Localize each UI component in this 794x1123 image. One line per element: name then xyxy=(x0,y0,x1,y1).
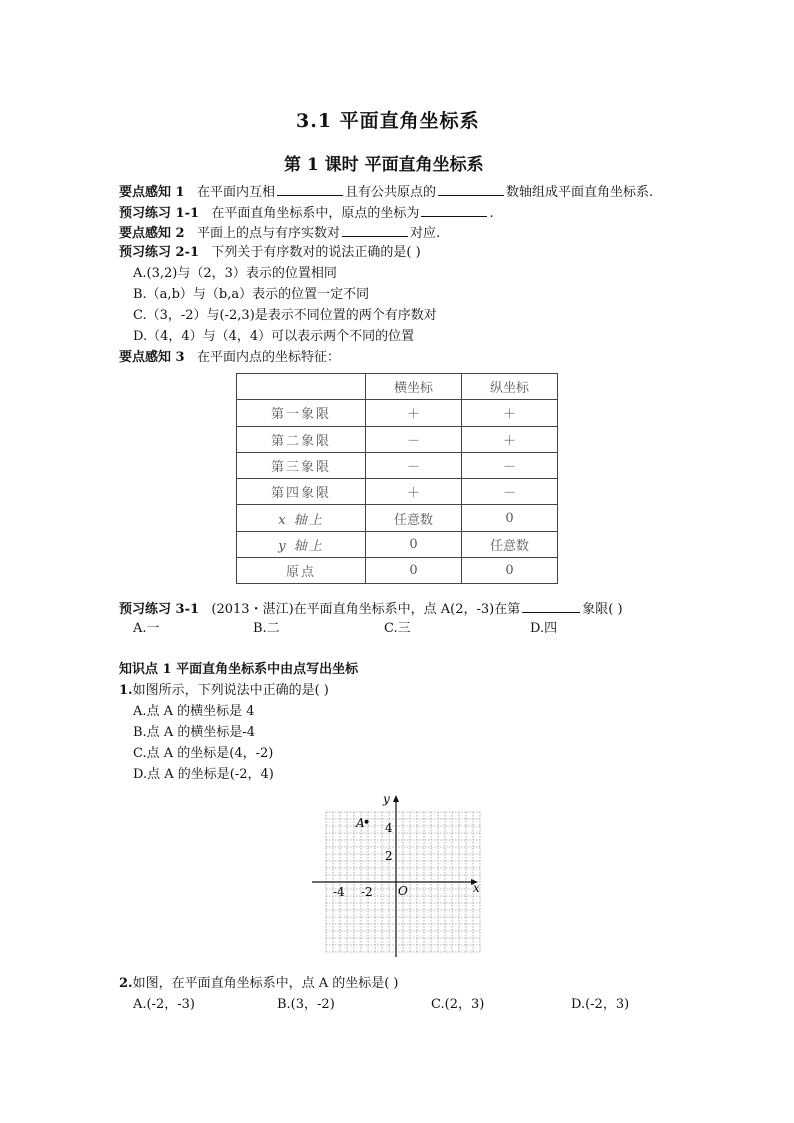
key-point-3-text: 在平面内点的坐标特征： xyxy=(196,350,340,365)
key-point-2 xyxy=(119,222,440,244)
table-cell: ＋ xyxy=(462,400,558,426)
table-cell: － xyxy=(366,426,462,452)
key-point-1-text-b: 且有公共原点的 xyxy=(345,185,437,200)
table-cell: ＋ xyxy=(366,479,462,505)
table-cell: y 轴上 xyxy=(237,531,366,557)
quadrant-sign-table xyxy=(236,373,558,584)
y-axis-arrow-icon xyxy=(393,795,399,802)
option-a[interactable]: A.点 A 的横坐标是 4 xyxy=(133,704,255,719)
coordinate-plane-svg xyxy=(312,792,484,957)
table-cell: 第三象限 xyxy=(237,452,366,478)
option-d[interactable]: D.点 A 的坐标是(-2，4) xyxy=(133,767,274,782)
question-1 xyxy=(119,681,329,701)
preview-exercise-2-1 xyxy=(119,243,421,263)
knowledge-point-1-heading: 知识点 1 平面直角坐标系中由点写出坐标 xyxy=(119,662,359,677)
y-tick-4-label: 4 xyxy=(385,821,393,835)
table-row xyxy=(237,558,558,584)
question-2 xyxy=(119,974,399,994)
table-row xyxy=(237,531,558,557)
option-d[interactable]: D.四 xyxy=(530,621,558,636)
key-point-1 xyxy=(119,181,653,203)
option-b[interactable]: B.二 xyxy=(253,621,280,636)
option-a[interactable]: A.(3,2)与（2，3）表示的位置相同 xyxy=(133,266,337,281)
table-row xyxy=(237,400,558,426)
table-row xyxy=(237,426,558,452)
preview-exercise-label: 预习练习 3-1 xyxy=(119,602,200,617)
table-cell: － xyxy=(462,452,558,478)
question-number: 1. xyxy=(119,683,133,698)
table-header-cell xyxy=(237,374,366,400)
preview-exercise-1-1 xyxy=(119,202,494,224)
table-cell: 第四象限 xyxy=(237,479,366,505)
coordinate-grid-figure xyxy=(312,792,484,957)
y-tick-2-label: 2 xyxy=(385,849,393,863)
option-c[interactable]: C.(2，3) xyxy=(431,997,485,1012)
table-row xyxy=(237,452,558,478)
preview-exercise-text: 在平面直角坐标系中，原点的坐标为 xyxy=(211,206,420,221)
answer-blank[interactable] xyxy=(438,181,504,196)
preview-exercise-label: 预习练习 2-1 xyxy=(119,245,200,260)
option-d[interactable]: D.（4，4）与（4，4）可以表示两个不同的位置 xyxy=(133,329,415,344)
option-c[interactable]: C.（3，-2）与(-2,3)是表示不同位置的两个有序数对 xyxy=(133,308,437,323)
question-stem: 下列关于有序数对的说法正确的是( ) xyxy=(211,245,421,260)
table-header-cell: 纵坐标 xyxy=(462,374,558,400)
key-point-1-text-c: 数轴组成平面直角坐标系. xyxy=(506,185,654,200)
x-tick-minus-2-label: -2 xyxy=(361,885,373,899)
option-c[interactable]: C.点 A 的坐标是(4，-2) xyxy=(133,746,274,761)
table-cell: 任意数 xyxy=(366,505,462,531)
y-axis-label: y xyxy=(383,792,390,806)
page-title: 3.1 平面直角坐标系 xyxy=(296,110,480,132)
option-d[interactable]: D.(-2，3) xyxy=(571,997,630,1012)
key-point-2-text-a: 平面上的点与有序实数对 xyxy=(196,226,340,241)
table-cell: 0 xyxy=(366,558,462,584)
key-point-3-label: 要点感知 3 xyxy=(119,350,185,365)
lesson-subtitle: 第 1 课时 平面直角坐标系 xyxy=(284,155,484,175)
question-number: 2. xyxy=(119,976,133,991)
table-cell: ＋ xyxy=(462,426,558,452)
answer-blank[interactable] xyxy=(342,222,408,237)
option-a[interactable]: A.一 xyxy=(133,621,160,636)
option-c[interactable]: C.三 xyxy=(384,621,411,636)
table-row xyxy=(237,479,558,505)
key-point-2-text-b: 对应. xyxy=(410,226,441,241)
key-point-2-label: 要点感知 2 xyxy=(119,226,185,241)
table-cell: x 轴上 xyxy=(237,505,366,531)
table-cell: － xyxy=(366,452,462,478)
point-a-label: A xyxy=(356,816,365,830)
question-stem: 如图所示，下列说法中正确的是( ) xyxy=(132,683,329,698)
table-row xyxy=(237,505,558,531)
answer-blank[interactable] xyxy=(277,181,343,196)
table-cell: 任意数 xyxy=(462,531,558,557)
option-a[interactable]: A.(-2，-3) xyxy=(133,997,195,1012)
origin-label: O xyxy=(398,884,408,898)
point-a-marker xyxy=(365,820,369,824)
key-point-1-text-a: 在平面内互相 xyxy=(196,185,275,200)
table-cell: 第一象限 xyxy=(237,400,366,426)
option-b[interactable]: B.（a,b）与（b,a）表示的位置一定不同 xyxy=(133,287,370,302)
answer-blank[interactable] xyxy=(522,598,580,613)
key-point-3 xyxy=(119,348,340,368)
table-header-cell: 横坐标 xyxy=(366,374,462,400)
answer-blank[interactable] xyxy=(421,202,487,217)
question-stem: 如图，在平面直角坐标系中，点 A 的坐标是( ) xyxy=(132,976,399,991)
key-point-1-label: 要点感知 1 xyxy=(119,185,185,200)
table-cell: 0 xyxy=(462,505,558,531)
period: . xyxy=(489,206,494,221)
table-cell: ＋ xyxy=(366,400,462,426)
x-axis-label: x xyxy=(473,881,480,895)
option-b[interactable]: B.(3，-2) xyxy=(277,997,335,1012)
preview-exercise-label: 预习练习 1-1 xyxy=(119,206,200,221)
question-stem-end: 象限( ) xyxy=(582,602,623,617)
option-b[interactable]: B.点 A 的横坐标是-4 xyxy=(133,725,256,740)
preview-exercise-3-1 xyxy=(119,598,623,620)
table-cell: 0 xyxy=(366,531,462,557)
table-cell: － xyxy=(462,479,558,505)
table-header-row xyxy=(237,374,558,400)
table-cell: 第二象限 xyxy=(237,426,366,452)
x-tick-minus-4-label: -4 xyxy=(333,885,345,899)
table-cell: 0 xyxy=(462,558,558,584)
table-cell: 原点 xyxy=(237,558,366,584)
question-stem: (2013・湛江)在平面直角坐标系中，点 A(2，-3)在第 xyxy=(211,602,521,617)
